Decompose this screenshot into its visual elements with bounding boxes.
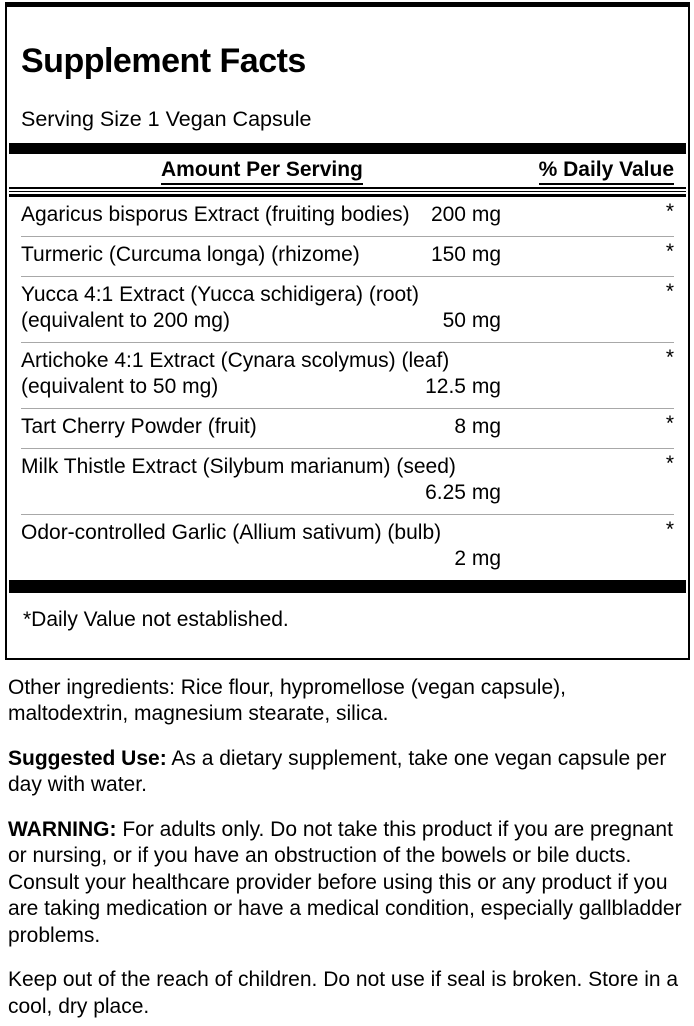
amount-column-header: Amount Per Serving <box>161 158 363 185</box>
ingredient-row <box>21 515 674 580</box>
label-text-sections <box>8 675 686 1021</box>
ingredient-rows <box>21 197 674 580</box>
ingredient-row <box>21 343 674 409</box>
ingredient-amount: 2 mg <box>454 546 501 570</box>
supplement-label <box>0 2 694 1026</box>
other-ingredients-text: Other ingredients: Rice flour, hypromellose (vegan capsule), maltodextrin, magnesium stearate, silica. <box>8 675 566 725</box>
warning-label: WARNING: <box>8 817 117 841</box>
header-underrule <box>9 187 686 197</box>
ingredient-amount: 150 mg <box>430 242 501 266</box>
ingredient-amount: 200 mg <box>430 202 501 226</box>
ingredient-daily-value: * <box>665 517 674 541</box>
ingredient-name: Milk Thistle Extract (Silybum marianum) (seed) <box>21 454 456 478</box>
ingredient-amount: 8 mg <box>454 414 501 438</box>
ingredient-daily-value: * <box>665 239 674 263</box>
serving-size: Serving Size 1 Vegan Capsule <box>21 107 312 131</box>
ingredient-amount: 50 mg <box>442 308 501 332</box>
suggested-use-text: As a dietary supplement, take one vegan capsule per day with water. <box>8 746 667 796</box>
ingredient-daily-value: * <box>665 199 674 223</box>
ingredient-name: Tart Cherry Powder (fruit) <box>21 414 257 438</box>
ingredient-row <box>21 197 674 237</box>
daily-value-footnote: *Daily Value not established. <box>23 607 289 631</box>
daily-value-column-header: % Daily Value <box>539 158 674 185</box>
header-divider-bar <box>9 143 686 154</box>
ingredient-row <box>21 409 674 449</box>
suggested-use-label: Suggested Use: <box>8 746 167 770</box>
ingredient-daily-value: * <box>665 345 674 369</box>
ingredient-amount: 12.5 mg <box>425 374 501 398</box>
ingredient-row <box>21 237 674 277</box>
column-header-row <box>21 158 674 185</box>
storage-paragraph <box>8 967 686 1020</box>
ingredient-name: Yucca 4:1 Extract (Yucca schidigera) (root) (equivalent to 200 mg) <box>21 282 420 332</box>
ingredient-name: Artichoke 4:1 Extract (Cynara scolymus) (leaf) (equivalent to 50 mg) <box>21 348 450 398</box>
ingredient-row <box>21 449 674 515</box>
ingredient-daily-value: * <box>665 451 674 475</box>
supplement-facts-panel <box>5 2 690 660</box>
footer-divider-bar <box>9 580 686 593</box>
warning-paragraph <box>8 817 686 950</box>
other-ingredients-paragraph <box>8 675 686 728</box>
ingredient-name: Odor-controlled Garlic (Allium sativum) (bulb) <box>21 520 442 544</box>
ingredient-name: Turmeric (Curcuma longa) (rhizome) <box>21 242 360 266</box>
suggested-use-paragraph <box>8 746 686 799</box>
warning-text: For adults only. Do not take this product if you are pregnant or nursing, or if you have an obstruction of the bowels or bile ducts. Consult your healthcare provider before using this or any product if you are taking medication or have a medical condition, especially gallbladder problems. <box>8 817 682 947</box>
ingredient-row <box>21 277 674 343</box>
panel-title: Supplement Facts <box>21 42 306 80</box>
ingredient-daily-value: * <box>665 411 674 435</box>
ingredient-amount: 6.25 mg <box>425 480 501 504</box>
ingredient-name: Agaricus bisporus Extract (fruiting bodies) <box>21 202 410 226</box>
storage-text: Keep out of the reach of children. Do not use if seal is broken. Store in a cool, dry place. <box>8 968 679 1018</box>
ingredient-daily-value: * <box>665 279 674 303</box>
